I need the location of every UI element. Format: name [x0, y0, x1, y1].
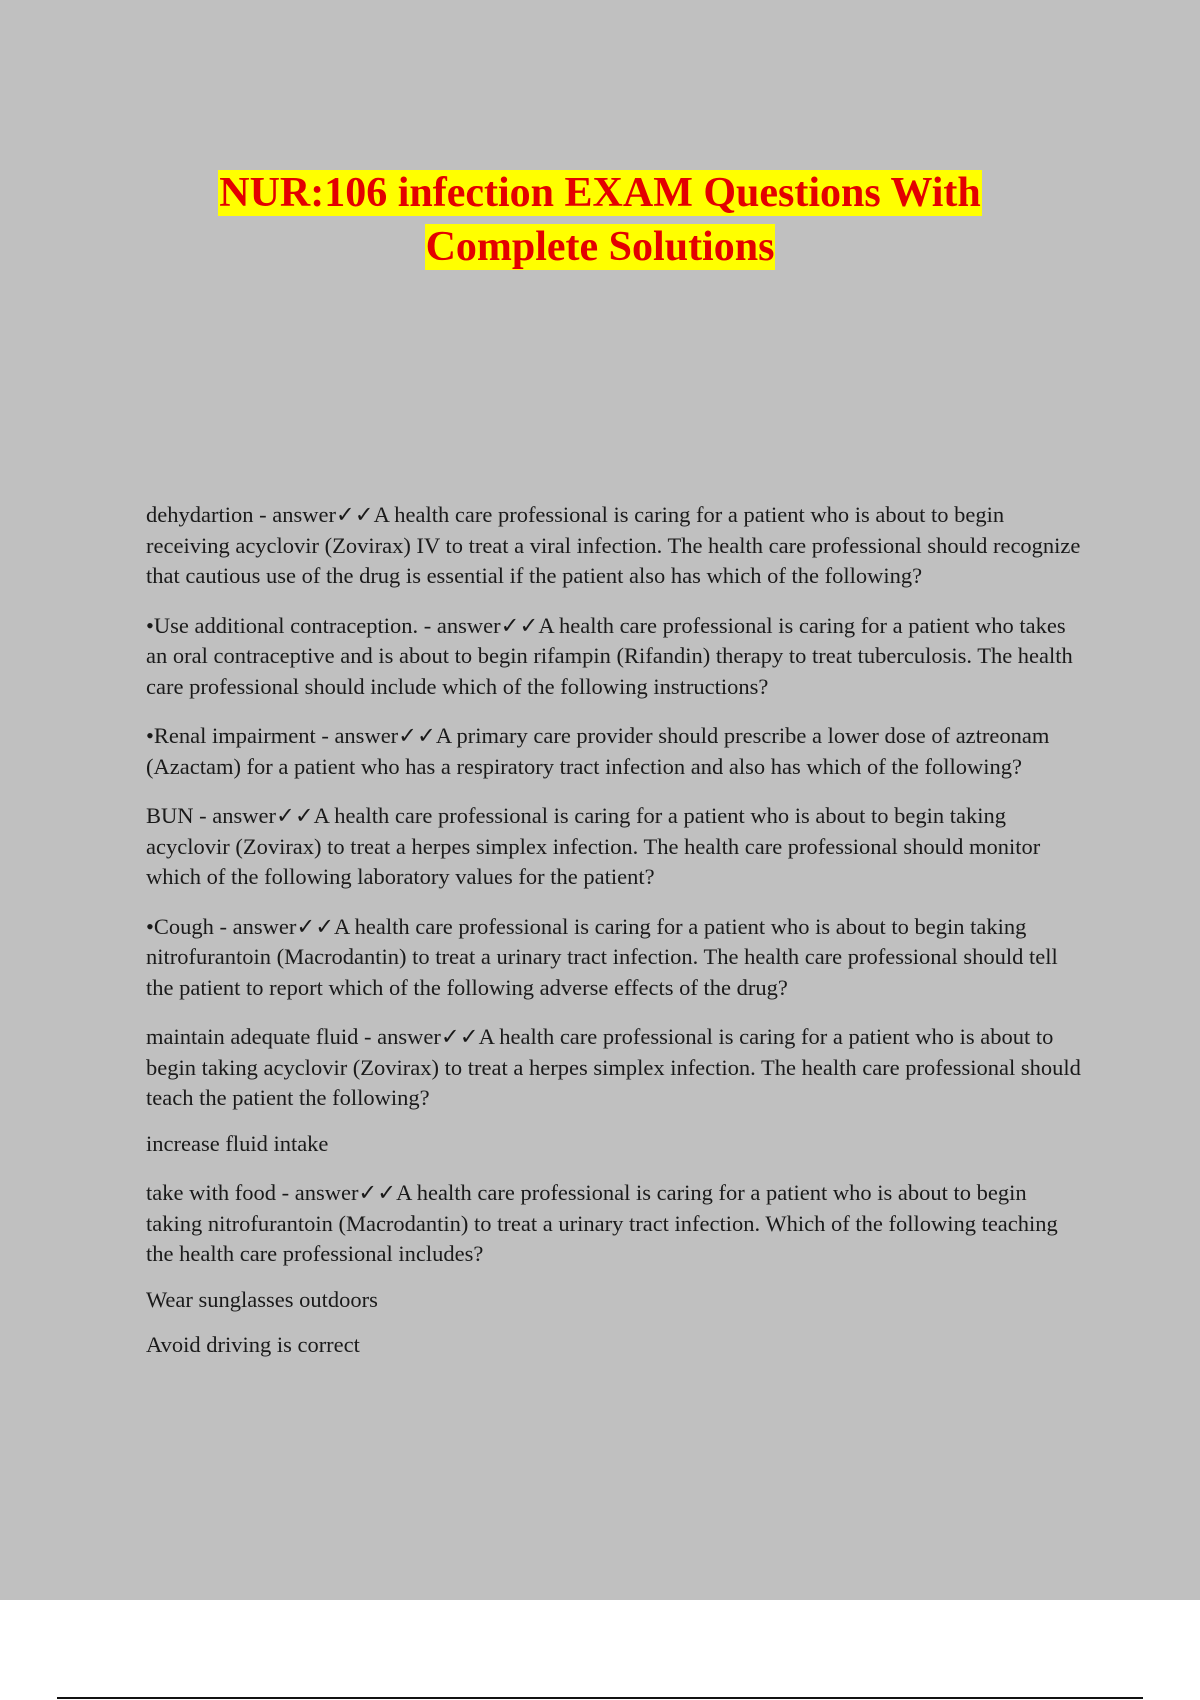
paragraph: take with food - answer✓✓A health care professional is caring for a patient who is about to begin taking nitrofurantoin (Macrodantin) to treat a urinary tract infection. Which of the following teaching the health care professional includes? [146, 1180, 1058, 1266]
document-body [146, 500, 1086, 1380]
paragraph: dehydartion - answer✓✓A health care professional is caring for a patient who is about to begin receiving acyclovir (Zovirax) IV to treat a viral infection. The health care professional should recognize that cautious use of the drug is essential if the patient also has which of the following? [146, 502, 1081, 588]
footer-divider [57, 1697, 1143, 1699]
title-line-1-text: NUR:106 infection EXAM Questions With [219, 170, 981, 216]
paragraph: Avoid driving is correct [146, 1332, 360, 1357]
title-line-2-text: Complete Solutions [425, 224, 775, 270]
page-title [0, 166, 1200, 274]
paragraph: •Renal impairment - answer✓✓A primary care provider should prescribe a lower dose of aztreonam (Azactam) for a patient who has a respiratory tract infection and also has which of the following? [146, 723, 1050, 779]
paragraph: •Cough - answer✓✓A health care professional is caring for a patient who is about to begin taking nitrofurantoin (Macrodantin) to treat a urinary tract infection. The health care professional should tell the patient to report which of the following adverse effects of the drug? [146, 913, 1058, 1000]
paragraph: •Use additional contraception. - answer✓✓A health care professional is caring for a patient who takes an oral contraceptive and is about to begin rifampin (Rifandin) therapy to treat tuberculosis. The health care professional should include which of the following instructions? [146, 612, 1073, 699]
paragraph: Wear sunglasses outdoors [146, 1286, 378, 1312]
paragraph: increase fluid intake [146, 1130, 329, 1156]
paragraph: BUN - answer✓✓A health care professional is caring for a patient who is about to begin taking acyclovir (Zovirax) to treat a herpes simplex infection. The health care professional should monitor which of the following laboratory values for the patient? [146, 803, 1041, 889]
title-line-2 [0, 220, 1200, 274]
title-line-1 [0, 166, 1200, 220]
paragraph: maintain adequate fluid - answer✓✓A health care professional is caring for a patient who is about to begin taking acyclovir (Zovirax) to treat a herpes simplex infection. The health care professional should teach the patient the following? [146, 1024, 1081, 1110]
